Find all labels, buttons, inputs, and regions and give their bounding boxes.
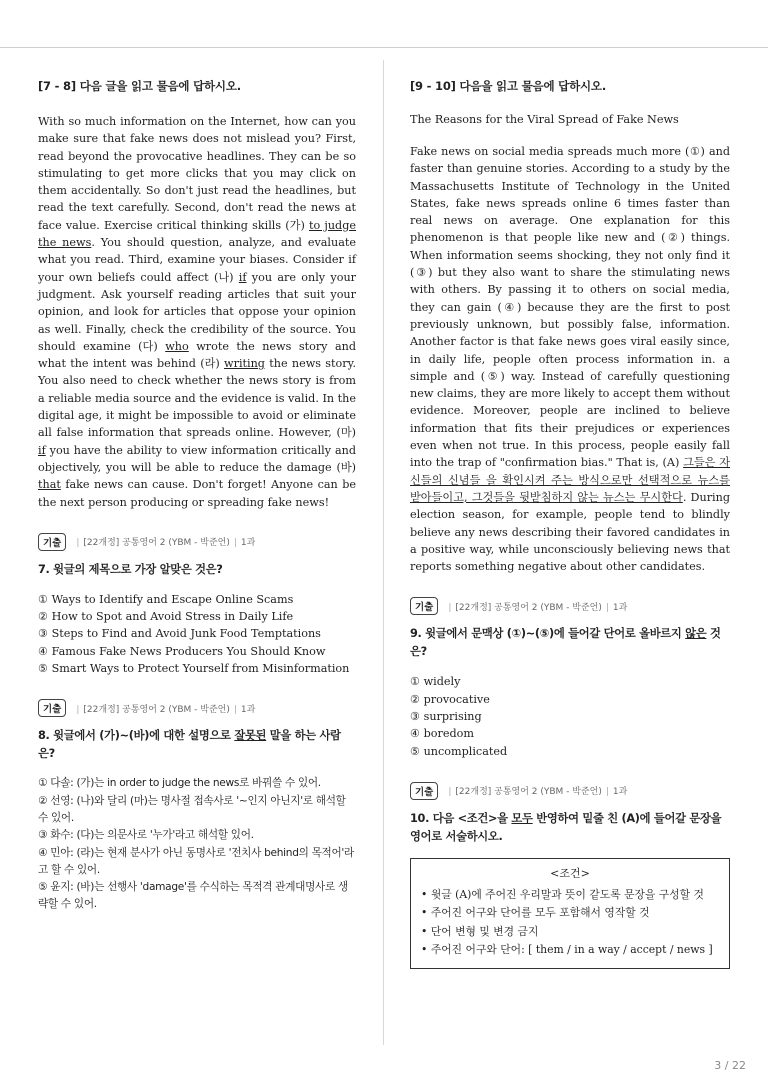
top-rule [0, 47, 768, 48]
option-3[interactable]: ③ Steps to Find and Avoid Junk Food Temptations [38, 627, 321, 641]
question-9-options [410, 673, 730, 759]
question-7-title: 7. 윗글의 제목으로 가장 알맞은 것은? [38, 562, 223, 576]
option-5[interactable]: ⑤ 윤지: (바)는 선행사 'damage'를 수식하는 목적격 관계대명사로 생략할 수 있어. [38, 881, 348, 911]
conditions-title: <조건> [550, 866, 590, 880]
column-divider [383, 60, 384, 1045]
option-1[interactable]: ① Ways to Identify and Escape Online Scams [38, 592, 294, 606]
condition-item: • 윗글 (A)에 주어진 우리말과 뜻이 같도록 문장을 구성할 것 [421, 886, 719, 905]
option-3[interactable]: ③ surprising [410, 710, 482, 724]
option-1[interactable]: ① 다솔: (가)는 in order to judge the news로 바꿔쓸 수 있어. [38, 777, 321, 790]
question-7-options [38, 591, 356, 677]
section-heading-9-10: [9 - 10] 다음을 읽고 물음에 답하시오. [410, 79, 606, 93]
underline-ga: to judge the news [38, 218, 356, 250]
exam-badge: 기출 [38, 533, 66, 551]
underline-ra: writing [224, 357, 265, 371]
source-meta: | [22개정] 공통영어 2 (YBM - 박준언) | 1과 [76, 538, 256, 549]
option-1[interactable]: ① widely [410, 675, 461, 689]
exam-badge: 기출 [410, 597, 438, 615]
source-meta: | [22개정] 공통영어 2 (YBM - 박준언) | 1과 [448, 787, 628, 798]
condition-item: • 주어진 어구와 단어: [ them / in a way / accept / news ] [421, 941, 719, 960]
option-2[interactable]: ② 선영: (나)와 달리 (마)는 명사절 접속사로 '~인지 아닌지'로 해석할 수 있어. [38, 794, 346, 824]
source-meta: | [22개정] 공통영어 2 (YBM - 박준언) | 1과 [448, 602, 628, 613]
option-2[interactable]: ② provocative [410, 692, 490, 706]
underline-A: 그들은 자신들의 신념들 을 확인시켜 주는 방식으로만 선택적으로 뉴스를 받아들이고, 그것들을 뒷받침하지 않는 뉴스는 무시한다 [410, 456, 730, 504]
passage-title: The Reasons for the Viral Spread of Fake News [410, 113, 679, 126]
q8-source-row [38, 699, 356, 717]
page-number: 3 / 22 [714, 1059, 746, 1072]
option-4[interactable]: ④ Famous Fake News Producers You Should Know [38, 644, 326, 658]
right-column [410, 78, 730, 969]
option-5[interactable]: ⑤ Smart Ways to Protect Yourself from Misinformation [38, 662, 350, 676]
question-10-title: 10. 다음 <조건>을 모두 반영하여 밑줄 친 (A)에 들어갈 문장을 영어로 서술하시오. [410, 811, 722, 843]
underline-ba: that [38, 478, 61, 492]
option-2[interactable]: ② How to Spot and Avoid Stress in Daily Life [38, 610, 294, 624]
q10-source-row [410, 782, 730, 800]
source-meta: | [22개정] 공통영어 2 (YBM - 박준언) | 1과 [76, 704, 256, 715]
condition-item: • 단어 변형 및 변경 금지 [421, 923, 719, 942]
section-heading-7-8: [7 - 8] 다음 글을 읽고 물음에 답하시오. [38, 79, 241, 93]
condition-item: • 주어진 어구와 단어를 모두 포함해서 영작할 것 [421, 904, 719, 923]
underline-da: who [165, 339, 189, 353]
passage-fake-news-tips: With so much information on the Internet, how can you make sure that fake news does not mislead you? First, read beyond the provocative headlines. They can be so stimulating to get more clicks that you may click on them accidentally. So don't just read the headlines, but read the text carefully. Second, don't read the news at face value. Exercise critical thinking skills (가) to judge the news. You should question, analyze, and evaluate what you read. Third, examine your biases. Consider if your own beliefs could affect (나) if you are only your judgment. Ask yourself reading articles that suit your opinion, and look for articles that oppose your opinion as well. Finally, check the credibility of the source. You should examine (다) who wrote the news story and what the intent was behind (라) writing the news story. You also need to check whether the news story is from a reliable media source and the evidence is valid. In the digital age, it might be impossible to avoid or eliminate all false information that spreads online. However, (마) if you have the ability to view information critically and objectively, you will be able to reduce the damage (바) that fake news can cause. Don't forget! Anyone can be the next person producing or spreading fake news! [38, 115, 357, 509]
exam-badge: 기출 [410, 782, 438, 800]
exam-badge: 기출 [38, 699, 66, 717]
question-9-title: 9. 윗글에서 문맥상 (①)~(⑤)에 들어갈 단어로 올바르지 않은 것은? [410, 627, 721, 659]
q7-source-row [38, 533, 356, 551]
question-8-title: 8. 윗글에서 (가)~(바)에 대한 설명으로 잘못된 말을 하는 사람은? [38, 729, 341, 761]
option-5[interactable]: ⑤ uncomplicated [410, 744, 508, 758]
underline-na: if [238, 270, 247, 284]
underline-ma: if [38, 443, 46, 457]
option-4[interactable]: ④ boredom [410, 727, 474, 741]
conditions-box [410, 858, 730, 969]
q9-source-row [410, 597, 730, 615]
left-column [38, 78, 356, 914]
passage-viral-spread: Fake news on social media spreads much more (①) and faster than genuine stories. According to a study by the Massachusetts Institute of Technology in the United States, fake news spreads online 6 times faster than real news on average. One explanation for this phenomenon is that people like new and (②) things. When information seems shocking, they not only find it (③) but they also want to share the stimulating news with others. By passing it to others on social media, they can gain (④) because they are the first to post previously unknown, but possibly false, information. Another factor is that fake news goes viral easily since, in daily life, people often process information in. a simple and (⑤) way. Instead of carefully questioning new claims, they are more likely to accept them without evidence. Moreover, people are inclined to believe information that fits their prejudices or experiences even when not true. In this process, people easily fall into the trap of "confirmation bias." That is, (A) 그들은 자신들의 신념들 을 확인시켜 주는 방식으로만 선택적으로 뉴스를 받아들이고, 그것들을 뒷받침하지 않는 뉴스는 무시한다. During election season, for example, people tend to blindly believe any news describing their favored candidates in a positive way, while unconsciously believing news that reports something negative about other candidates. [410, 145, 730, 574]
question-8-options [38, 775, 356, 913]
option-4[interactable]: ④ 민아: (라)는 현재 분사가 아닌 동명사로 '전치사 behind의 목적어'라고 할 수 있어. [38, 846, 354, 876]
option-3[interactable]: ③ 화수: (다)는 의문사로 '누가'라고 해석할 있어. [38, 829, 254, 842]
